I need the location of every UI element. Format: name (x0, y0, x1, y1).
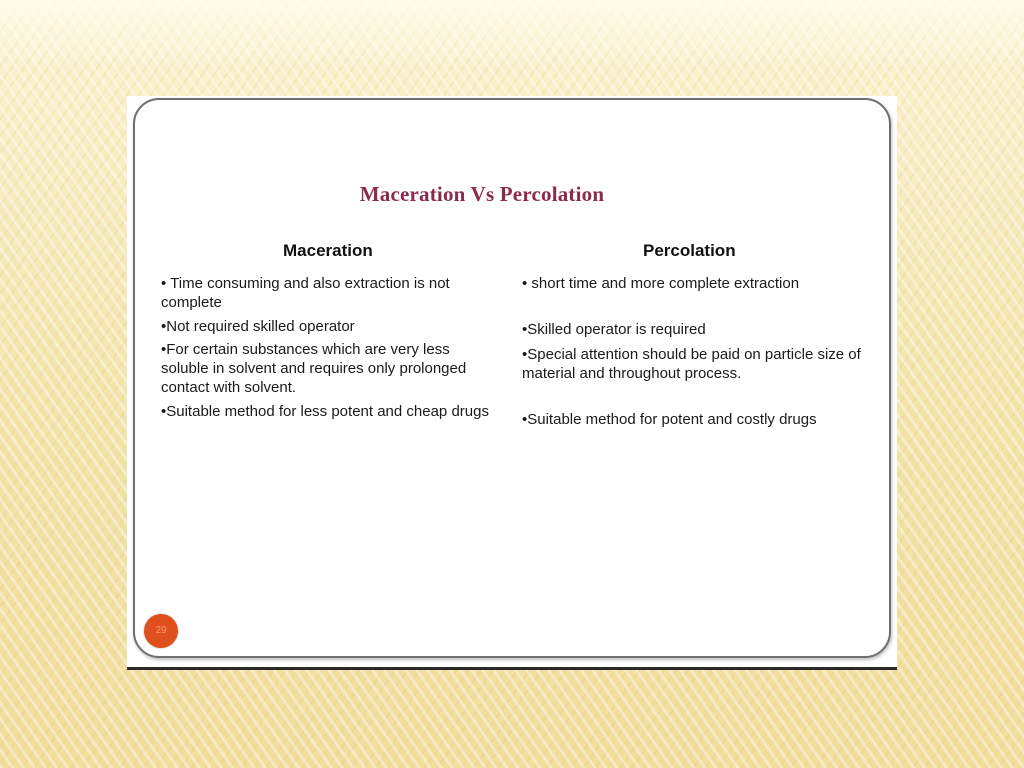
maceration-heading: Maceration (283, 241, 373, 260)
percolation-bullet: •Skilled operator is required (522, 321, 706, 338)
slide-image (127, 96, 897, 670)
maceration-bullet: •Suitable method for less potent and cheap drugs (161, 403, 489, 420)
maceration-bullet: •For certain substances which are very less soluble in solvent and requires only prolonged contact with solvent. (161, 341, 467, 396)
percolation-bullet: •Special attention should be paid on particle size of material and throughout process. (522, 346, 861, 382)
page-number-badge: 29 (144, 614, 178, 648)
slide-title: Maceration Vs Percolation (359, 182, 605, 206)
maceration-bullet: •Not required skilled operator (161, 318, 355, 335)
percolation-bullet: • short time and more complete extraction (522, 275, 800, 292)
percolation-bullet: •Suitable method for potent and costly drugs (522, 411, 817, 428)
percolation-heading: Percolation (643, 241, 736, 260)
background-glow (0, 0, 1024, 70)
maceration-bullet: • Time consuming and also extraction is not complete (161, 275, 450, 311)
